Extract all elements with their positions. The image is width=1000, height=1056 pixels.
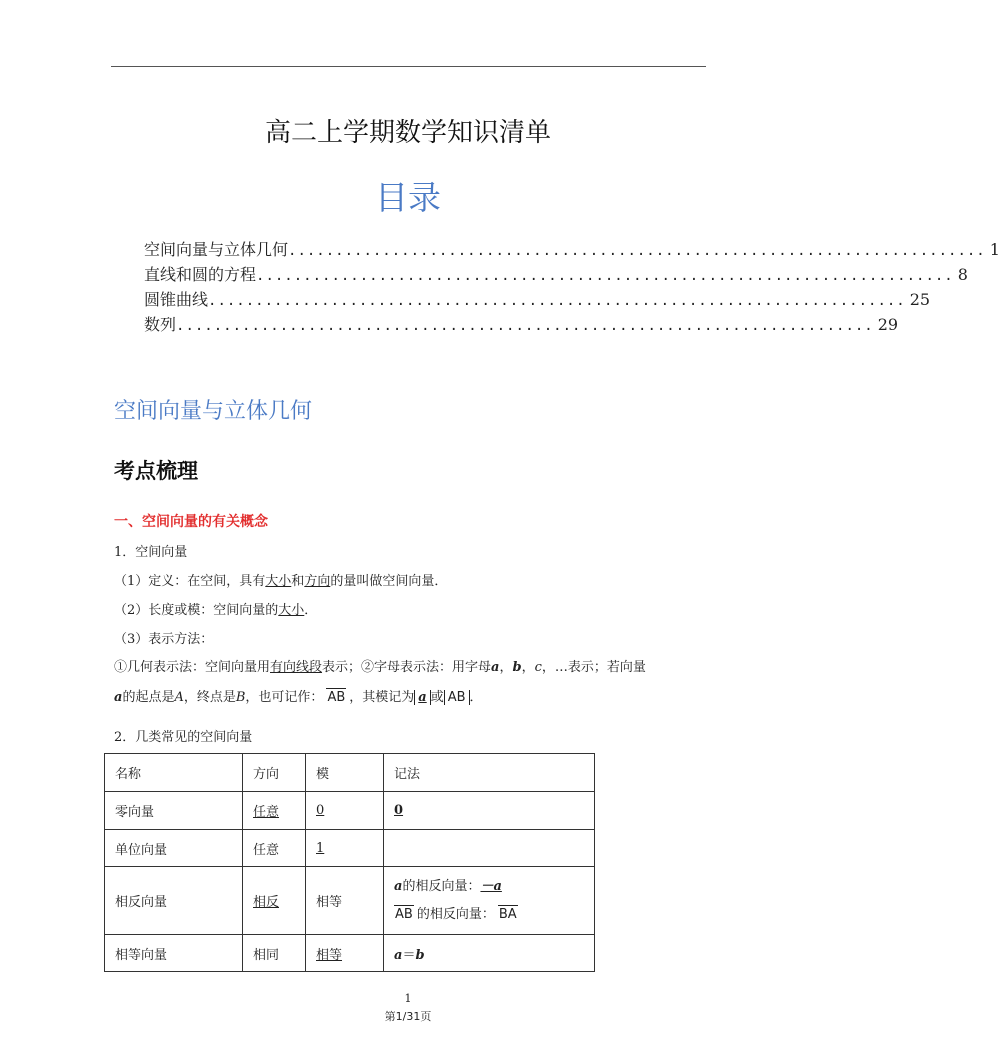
table-cell bbox=[384, 830, 595, 867]
table-cell: 1 bbox=[306, 830, 384, 867]
text: （2）长度或模：空间向量的 bbox=[114, 603, 279, 618]
text: 或 bbox=[430, 690, 444, 705]
text: 表示；②字母表示法：用字母 bbox=[322, 660, 492, 675]
text: ． bbox=[469, 690, 483, 705]
table-cell: 任意 bbox=[243, 792, 306, 830]
length-line bbox=[114, 599, 317, 618]
text: ，…表示；若向量 bbox=[541, 660, 646, 675]
table-row bbox=[105, 792, 595, 830]
toc-heading: 目录 bbox=[375, 178, 441, 217]
opposite-note-line bbox=[394, 901, 594, 929]
text: ． bbox=[304, 603, 318, 618]
text: ，终点是 bbox=[183, 690, 236, 705]
toc-entry[interactable] bbox=[144, 237, 1000, 262]
header-rule bbox=[111, 66, 706, 67]
toc-entry-label: 直线和圆的方程 bbox=[144, 265, 257, 284]
toc-leader: .......................................................................... bbox=[256, 268, 954, 284]
subsection-heading: 考点梳理 bbox=[114, 459, 198, 483]
math-symbol: A bbox=[174, 690, 184, 705]
table-header-cell: 方向 bbox=[243, 754, 306, 792]
toc-entry-page: 1 bbox=[989, 240, 1000, 259]
toc-entry[interactable] bbox=[144, 312, 899, 337]
toc-leader: .......................................................................... bbox=[176, 318, 874, 334]
table-row bbox=[105, 935, 595, 972]
text: ＝ bbox=[402, 947, 416, 963]
text: 的量叫做空间向量． bbox=[330, 574, 448, 589]
text: 的相反向量： bbox=[416, 906, 495, 922]
table-header-cell: 名称 bbox=[105, 754, 243, 792]
table-cell: 零向量 bbox=[105, 792, 243, 830]
vector-notation: AB bbox=[395, 906, 413, 922]
math-symbol: c bbox=[534, 660, 542, 675]
modulus-notation: a bbox=[414, 690, 430, 705]
toc-entry[interactable] bbox=[144, 262, 968, 287]
text: ， bbox=[521, 660, 535, 675]
table-cell: 单位向量 bbox=[105, 830, 243, 867]
math-symbol: b bbox=[415, 947, 425, 963]
toc-entry-page: 25 bbox=[909, 290, 931, 309]
section-heading: 空间向量与立体几何 bbox=[114, 399, 313, 424]
table-header-row bbox=[105, 754, 595, 792]
vector-notation: AB bbox=[327, 690, 346, 705]
text: ①几何表示法：空间向量用 bbox=[114, 660, 271, 675]
table-header-cell: 模 bbox=[306, 754, 384, 792]
toc-leader: .......................................................................... bbox=[288, 243, 986, 259]
vector-notation: BA bbox=[498, 906, 517, 922]
toc-entry-label: 圆锥曲线 bbox=[144, 290, 209, 309]
text: ，其模记为 bbox=[349, 690, 415, 705]
math-symbol: a bbox=[114, 690, 123, 705]
table-cell: 0 bbox=[384, 792, 595, 830]
underlined-term: 大小 bbox=[278, 603, 305, 618]
math-symbol: B bbox=[235, 690, 246, 705]
text: ，也可记作： bbox=[245, 690, 324, 705]
underlined-term: 大小 bbox=[265, 574, 292, 589]
math-symbol: b bbox=[512, 660, 522, 675]
table-cell: 相反向量 bbox=[105, 867, 243, 935]
item-1: 1．空间向量 bbox=[114, 545, 188, 560]
table-cell: 任意 bbox=[243, 830, 306, 867]
item-2: 2．几类常见的空间向量 bbox=[114, 730, 253, 745]
table-row bbox=[105, 830, 595, 867]
math-symbol: －a bbox=[480, 878, 502, 894]
math-symbol: a bbox=[394, 947, 403, 963]
table-row bbox=[105, 867, 595, 935]
document-title: 高二上学期数学知识清单 bbox=[264, 118, 551, 148]
table-cell bbox=[384, 935, 595, 972]
toc-entry-label: 数列 bbox=[144, 315, 177, 334]
toc-entry-label: 空间向量与立体几何 bbox=[144, 240, 289, 259]
geometric-representation-line bbox=[114, 656, 646, 675]
representation-line: （3）表示方法： bbox=[114, 632, 214, 647]
math-symbol: a bbox=[394, 878, 403, 894]
table-cell bbox=[384, 867, 595, 935]
toc-entry-page: 29 bbox=[877, 315, 899, 334]
table-cell: 相等 bbox=[306, 867, 384, 935]
table-cell: 相等向量 bbox=[105, 935, 243, 972]
text: 和 bbox=[291, 574, 305, 589]
toc-entry-page: 8 bbox=[957, 265, 968, 284]
topic-heading: 一、空间向量的有关概念 bbox=[114, 514, 268, 530]
page-count: 第1/31页 bbox=[384, 1010, 432, 1023]
table-cell: 相反 bbox=[243, 867, 306, 935]
definition-line bbox=[114, 570, 447, 589]
toc-entry[interactable] bbox=[144, 287, 931, 312]
table-cell: 0 bbox=[306, 792, 384, 830]
toc-leader: .......................................................................... bbox=[208, 293, 906, 309]
table-cell: 相同 bbox=[243, 935, 306, 972]
text: ， bbox=[499, 660, 513, 675]
start-point-line bbox=[114, 686, 483, 705]
text: 的相反向量： bbox=[402, 878, 481, 894]
text: （1）定义：在空间，具有 bbox=[114, 574, 266, 589]
modulus-notation: AB bbox=[444, 690, 470, 705]
text: 的起点是 bbox=[122, 690, 175, 705]
table-header-cell: 记法 bbox=[384, 754, 595, 792]
math-symbol: a bbox=[491, 660, 500, 675]
underlined-term: 有向线段 bbox=[270, 660, 323, 675]
table-of-contents bbox=[144, 237, 1000, 337]
page-number: 1 bbox=[404, 992, 412, 1005]
underlined-term: 方向 bbox=[304, 574, 331, 589]
vector-types-table bbox=[104, 753, 595, 972]
table-cell: 相等 bbox=[306, 935, 384, 972]
opposite-note-line bbox=[394, 873, 594, 901]
